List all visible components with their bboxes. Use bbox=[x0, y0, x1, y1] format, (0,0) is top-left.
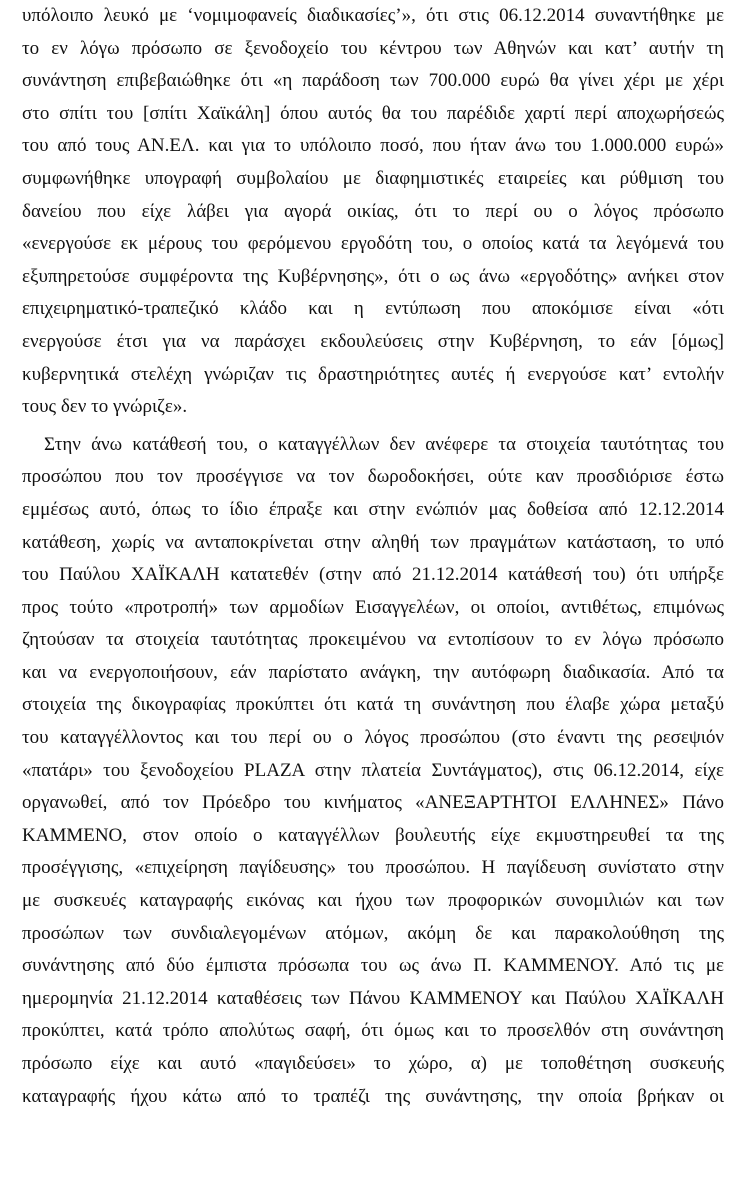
document-page bbox=[22, 0, 724, 1113]
text-line: προς τούτο «προτροπή» των αρμοδίων Εισαγγελέων, οι οποίοι, αντιθέτως, επιμόνως bbox=[22, 596, 724, 618]
text-line: προσέγγισης, «επιχείρηση παγίδευσης» του προσώπου. Η παγίδευση συνίστατο στην bbox=[22, 857, 724, 879]
text-line: συνάντησης από δύο έμπιστα πρόσωπα του ως άνω Π. ΚΑΜΜΕΝΟΥ. Από τις με bbox=[22, 955, 724, 977]
text-line: του από τους ΑΝ.ΕΛ. και για το υπόλοιπο ποσό, που ήταν άνω του 1.000.000 ευρώ» bbox=[22, 135, 724, 157]
text-line: προκύπτει, κατά τρόπο απολύτως σαφή, ότι όμως και το προσελθόν στη συνάντηση bbox=[22, 1020, 724, 1042]
text-line: Στην άνω κατάθεσή του, ο καταγγέλλων δεν ανέφερε τα στοιχεία ταυτότητας του bbox=[44, 433, 724, 455]
text-line: συνάντηση επιβεβαιώθηκε ότι «η παράδοση των 700.000 ευρώ θα γίνει χέρι με χέρι bbox=[22, 70, 724, 92]
text-line: εξυπηρετούσε συμφέροντα της Κυβέρνησης», ότι ο ως άνω «εργοδότης» ανήκει στον bbox=[22, 265, 724, 287]
text-line: του Παύλου ΧΑΪΚΑΛΗ κατατεθέν (στην από 21.12.2014 κατάθεσή του) ότι υπήρξε bbox=[22, 564, 724, 586]
text-line: κατάθεση, χωρίς να ανταποκρίνεται στην αληθή των πραγμάτων κατάσταση, το υπό bbox=[22, 531, 724, 553]
text-line: «πατάρι» του ξενοδοχείου PLAZA στην πλατεία Συντάγματος), στις 06.12.2014, είχε bbox=[22, 759, 724, 781]
text-line: δανείου που είχε λάβει για αγορά οικίας, ότι το περί ου ο λόγος πρόσωπο bbox=[22, 200, 724, 222]
paragraph-1 bbox=[22, 0, 724, 424]
text-line: με συσκευές καταγραφής εικόνας και ήχου των προφορικών συνομιλιών και των bbox=[22, 890, 724, 912]
text-line: ενεργούσε έτσι για να παράσχει εκδουλεύσεις στην Κυβέρνηση, το εάν [όμως] bbox=[22, 330, 724, 352]
text-line: στοιχεία της δικογραφίας προκύπτει ότι κατά τη συνάντηση που έλαβε χώρα μεταξύ bbox=[22, 694, 724, 716]
text-line: οργανωθεί, από τον Πρόεδρο του κινήματος «ΑΝΕΞΑΡΤΗΤΟΙ ΕΛΛΗΝΕΣ» Πάνο bbox=[22, 792, 724, 814]
paragraph-2 bbox=[22, 429, 724, 1113]
text-line: του καταγγέλλοντος και του περί ου ο λόγος προσώπου (στο έναντι της ρεσεψιόν bbox=[22, 727, 724, 749]
text-line: «ενεργούσε εκ μέρους του φερόμενου εργοδότη του, ο οποίος κατά τα λεγόμενά του bbox=[22, 233, 724, 255]
text-line: το εν λόγω πρόσωπο σε ξενοδοχείο του κέντρου των Αθηνών και κατ’ αυτήν τη bbox=[22, 37, 724, 59]
text-line: εμμέσως αυτό, όπως το ίδιο έπραξε και στην ενώπιόν μας δοθείσα από 12.12.2014 bbox=[22, 498, 724, 520]
text-line: τους δεν το γνώριζε». bbox=[22, 396, 188, 418]
text-line: υπόλοιπο λευκό με ‘νομιμοφανείς διαδικασίες’», ότι στις 06.12.2014 συναντήθηκε με bbox=[22, 5, 724, 26]
text-line: πρόσωπο είχε και αυτό «παγιδεύσει» το χώρο, α) με τοποθέτηση συσκευής bbox=[22, 1053, 724, 1074]
text-line: ημερομηνία 21.12.2014 καταθέσεις των Πάνου ΚΑΜΜΕΝΟΥ και Παύλου ΧΑΪΚΑΛΗ bbox=[22, 987, 724, 1009]
text-line: προσώπου που τον προσέγγισε να τον δωροδοκήσει, ούτε καν προσδιόρισε έστω bbox=[22, 466, 724, 488]
text-line: επιχειρηματικό-τραπεζικό κλάδο και η εντύπωση που αποκόμισε είναι «ότι bbox=[22, 298, 724, 320]
text-line: προσώπων των συνδιαλεγομένων ατόμων, ακόμη δε και παρακολούθηση της bbox=[22, 922, 724, 944]
text-line: συμφωνήθηκε υπογραφή συμβολαίου με διαφημιστικές εταιρείες και ρύθμιση του bbox=[22, 167, 724, 189]
text-line: καταγραφής ήχου κάτω από το τραπέζι της συνάντησης, την οποία βρήκαν οι bbox=[22, 1085, 724, 1107]
text-line: κυβερνητικά στελέχη γνώριζαν τις δραστηριότητες αυτές ή ενεργούσε κατ’ εντολήν bbox=[22, 363, 724, 385]
text-line: ΚΑΜΜΕΝΟ, στον οποίο ο καταγγέλλων βουλευτής είχε εκμυστηρευθεί τα της bbox=[22, 824, 724, 846]
text-line: και να ενεργοποιήσουν, εάν παρίστατο ανάγκη, την αυτόφωρη διαδικασία. Από τα bbox=[22, 661, 724, 683]
text-line: στο σπίτι του [σπίτι Χαϊκάλη] όπου αυτός θα του παρέδιδε χαρτί περί αποχωρήσεώς bbox=[22, 102, 724, 124]
text-line: ζητούσαν τα στοιχεία ταυτότητας προκειμένου να εντοπίσουν το εν λόγω πρόσωπο bbox=[22, 629, 724, 651]
